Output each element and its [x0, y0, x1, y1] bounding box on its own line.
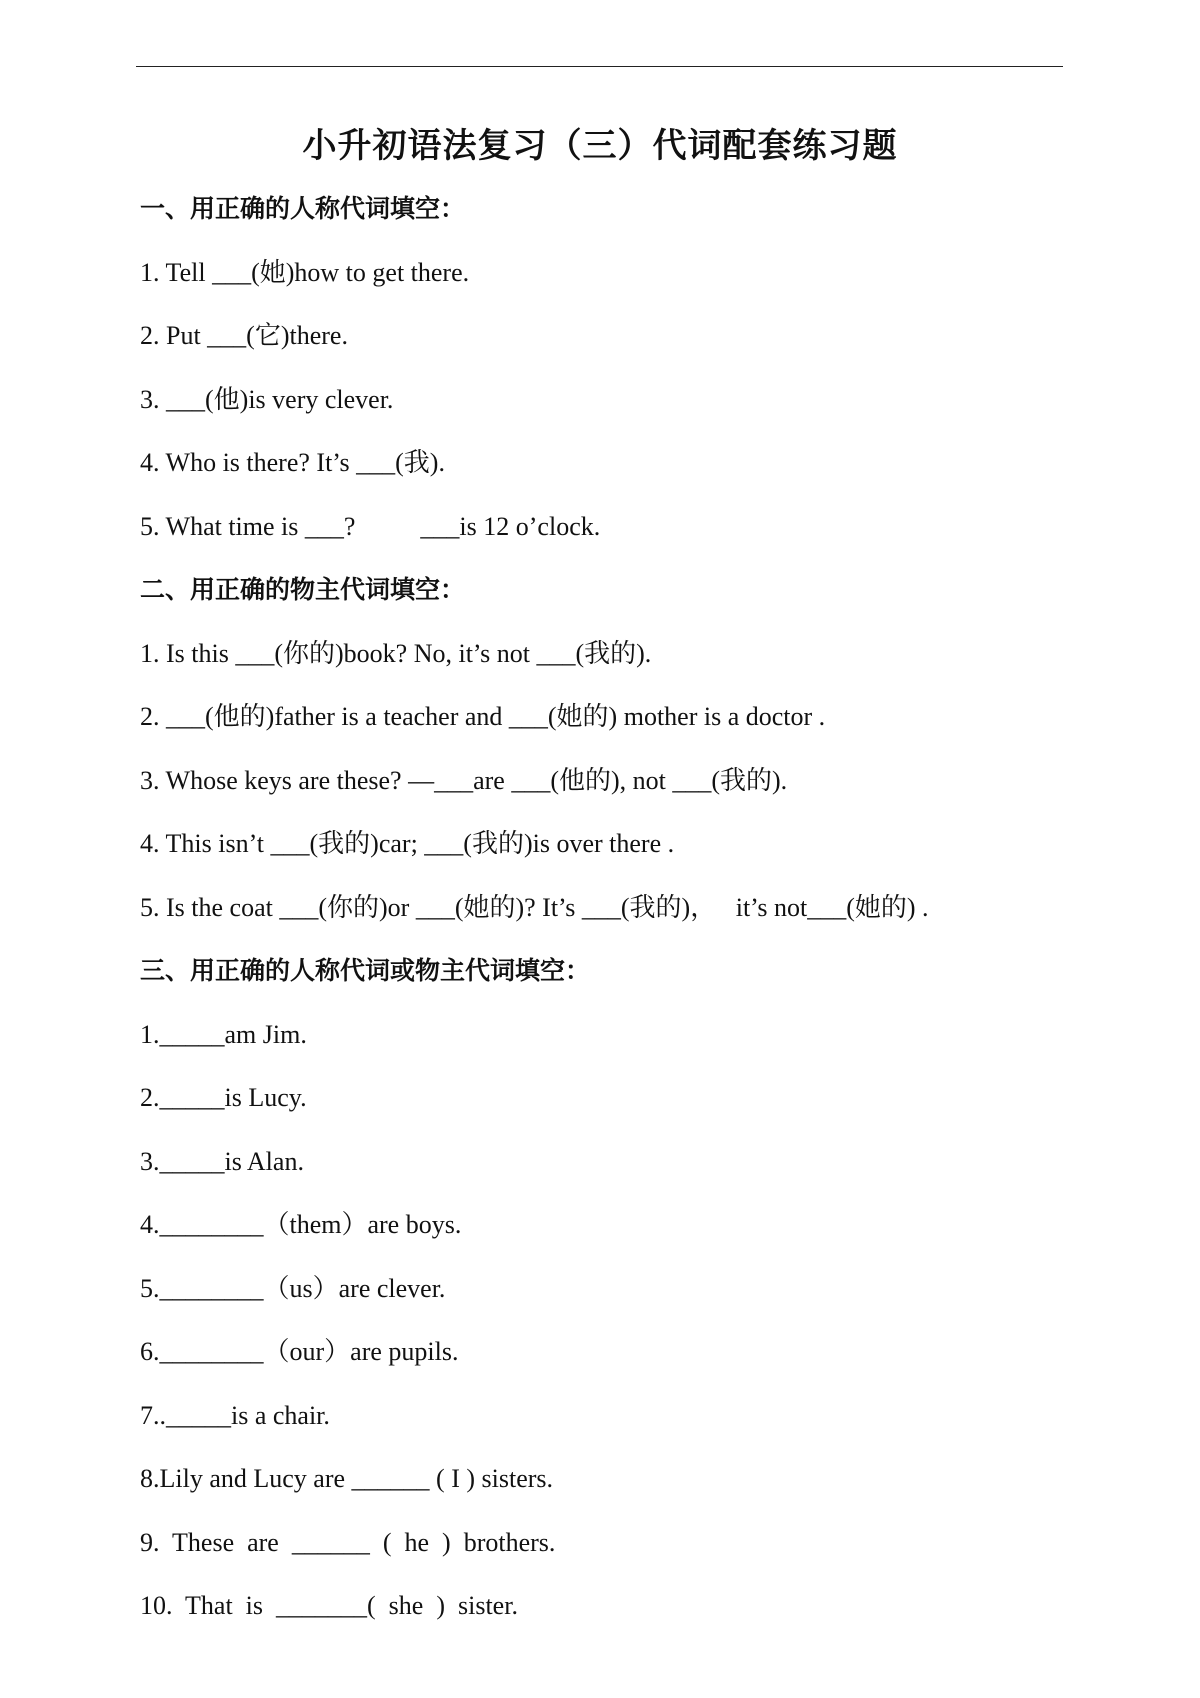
- exercise-item: 1._____am Jim.: [140, 1019, 307, 1049]
- section-mixed-pronouns: [140, 949, 1080, 1648]
- section-heading: 三、用正确的人称代词或物主代词填空：: [140, 956, 591, 985]
- section-heading: 二、用正确的物主代词填空：: [140, 575, 466, 604]
- exercise-item: 5. What time is ___? ___is 12 o’clock.: [140, 511, 601, 541]
- section-heading: 一、用正确的人称代词填空：: [140, 194, 466, 223]
- exercise-item: 2._____is Lucy.: [140, 1083, 307, 1112]
- exercise-item: 5. Is the coat ___(你的)or ___(她的)? It’s ___(我的)， it’s not___(她的) .: [140, 892, 929, 922]
- exercise-item: 9. These are ______ ( he ) brothers.: [140, 1527, 556, 1557]
- section-personal-pronouns: [140, 187, 1080, 568]
- exercise-item: 8.Lily and Lucy are ______ ( I ) sisters.: [140, 1464, 554, 1493]
- exercise-item: 6.________（our）are pupils.: [140, 1337, 459, 1366]
- exercise-item: 2. ___(他的)father is a teacher and ___(她的) mother is a doctor .: [140, 702, 826, 731]
- exercise-item: 4. This isn’t ___(我的)car; ___(我的)is over there .: [140, 829, 675, 858]
- exercise-content: [140, 187, 1080, 1648]
- exercise-item: 2. Put ___(它)there.: [140, 321, 348, 350]
- exercise-item: 3._____is Alan.: [140, 1146, 304, 1176]
- exercise-item: 4. Who is there? It’s ___(我).: [140, 448, 445, 477]
- document-title: 小升初语法复习（三）代词配套练习题: [302, 126, 898, 166]
- exercise-item: 5.________（us）are clever.: [140, 1273, 446, 1303]
- exercise-item: 10. That is _______( she ) sister.: [140, 1591, 518, 1620]
- exercise-item: 3. ___(他)is very clever.: [140, 384, 394, 414]
- exercise-item: 1. Tell ___(她)how to get there.: [140, 257, 470, 287]
- section-possessive-pronouns: [140, 568, 1080, 949]
- exercise-item: 1. Is this ___(你的)book? No, it’s not ___(我的).: [140, 638, 652, 668]
- exercise-item: 4.________（them）are boys.: [140, 1210, 462, 1239]
- header-rule: [136, 66, 1063, 67]
- exercise-item: 7.._____is a chair.: [140, 1400, 330, 1430]
- exercise-item: 3. Whose keys are these? —___are ___(他的), not ___(我的).: [140, 765, 788, 795]
